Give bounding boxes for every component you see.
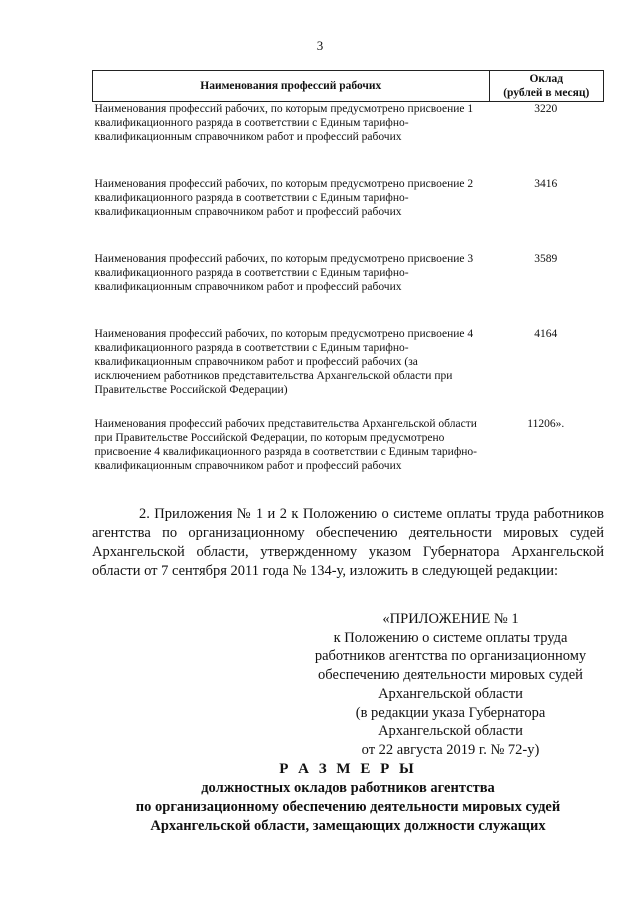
header-salary: [489, 71, 603, 102]
salary-value: 11206».: [527, 417, 565, 430]
amendment-paragraph: [92, 505, 604, 581]
table-row: [93, 327, 604, 417]
appendix-line: Архангельской области: [378, 685, 523, 702]
appendix-line: от 22 августа 2019 г. № 72-у): [361, 741, 540, 758]
amendment-text: 2. Приложения № 1 и 2 к Положению о системе оплаты труда работников агентства по организационному обеспечению деятельности мировых судей Архангельской области, утвержденному указом Губернатора Архангельской области от 7 сентября 2011 года № 134-у, изложить в следующей редакции:: [92, 506, 604, 579]
table-row: [93, 252, 604, 327]
profession-name: Наименования профессий рабочих представительства Архангельской области при Правительстве Российской Федерации, по которым предусмотрено присвоение 4 квалификационного разряда в соответствии с Единым тарифно-квалификационным справочником работ и профессий рабочих: [94, 417, 478, 472]
page-number: 3: [316, 38, 324, 53]
header-salary-line1: Оклад: [529, 73, 564, 85]
salary-table: [92, 70, 604, 492]
header-salary-line2: (рублей в месяц): [503, 87, 590, 99]
appendix-line: «ПРИЛОЖЕНИЕ № 1: [382, 611, 519, 627]
profession-name: Наименования профессий рабочих, по которым предусмотрено присвоение 2 квалификационного разряда в соответствии с Единым тарифно-квалификационным справочником работ и профессий рабочих: [94, 177, 474, 218]
appendix-line: (в редакции указа Губернатора: [355, 704, 546, 721]
profession-name: Наименования профессий рабочих, по которым предусмотрено присвоение 1 квалификационного разряда в соответствии с Единым тарифно-квалификационным справочником работ и профессий рабочих: [94, 103, 474, 143]
salary-value: 3589: [534, 252, 558, 265]
table-row: [93, 102, 604, 177]
heading-line: по организационному обеспечению деятельности мировых судей: [135, 799, 561, 815]
profession-name: Наименования профессий рабочих, по которым предусмотрено присвоение 3 квалификационного разряда в соответствии с Единым тарифно-квалификационным справочником работ и профессий рабочих: [94, 252, 474, 293]
appendix-line: обеспечению деятельности мировых судей: [318, 667, 583, 684]
table-header-row: [93, 71, 604, 102]
heading-line: должностных окладов работников агентства: [201, 780, 495, 796]
salary-value: 3416: [534, 177, 558, 190]
salary-value: 3220: [534, 103, 558, 115]
header-profession-name: Наименования профессий рабочих: [93, 71, 490, 102]
appendix-line: Архангельской области: [378, 723, 523, 740]
appendix-line: к Положению о системе оплаты труда: [333, 629, 568, 646]
salary-value: 4164: [534, 327, 558, 340]
appendix-block: [298, 610, 603, 760]
table-row: [93, 417, 604, 492]
section-heading: [92, 760, 604, 836]
profession-name: Наименования профессий рабочих, по которым предусмотрено присвоение 4 квалификационного разряда в соответствии с Единым тарифно-квалификационным справочником работ и профессий рабочих (за исключением работников представительства Архангельской области при Правительстве Российской Федерации): [94, 327, 474, 396]
appendix-line: работников агентства по организационному: [314, 648, 587, 665]
heading-line: Архангельской области, замещающих должности служащих: [150, 818, 546, 834]
heading-title: Р А З М Е Р Ы: [279, 761, 417, 777]
table-row: [93, 177, 604, 252]
